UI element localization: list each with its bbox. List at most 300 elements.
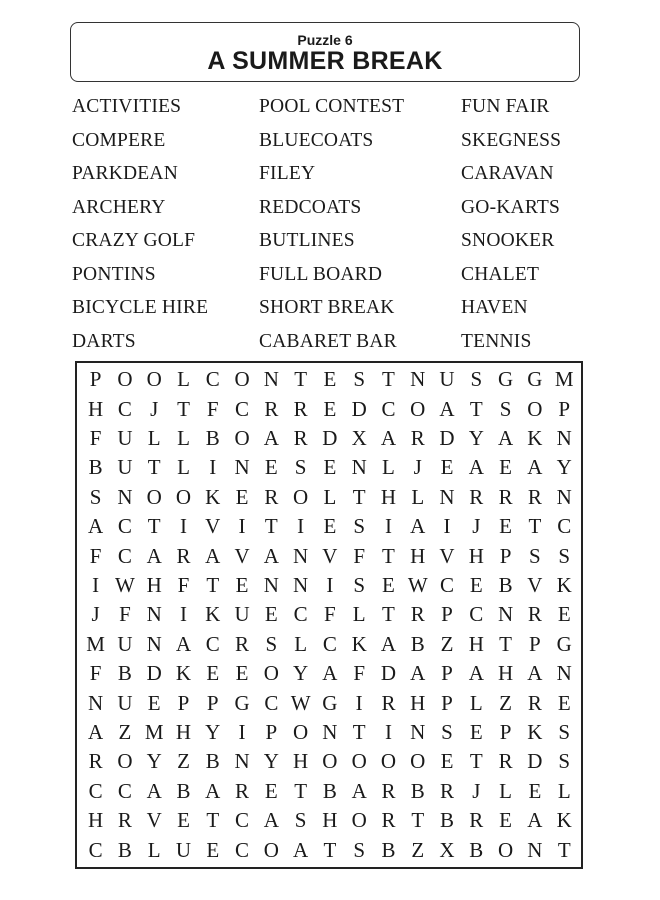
grid-letter[interactable]: O (410, 396, 426, 421)
grid-letter[interactable]: A (88, 514, 104, 539)
grid-letter[interactable]: A (146, 778, 162, 803)
grid-letter[interactable]: H (293, 749, 309, 774)
grid-letter[interactable]: A (146, 543, 162, 568)
grid-letter[interactable]: U (234, 602, 250, 627)
grid-letter[interactable]: C (322, 631, 337, 656)
grid-letter[interactable]: G (527, 367, 543, 392)
grid-letter[interactable]: A (468, 455, 484, 480)
grid-row (81, 659, 579, 688)
grid-letter[interactable]: R (235, 631, 250, 656)
grid-letter[interactable]: I (443, 514, 451, 539)
grid-letter[interactable]: C (117, 396, 132, 421)
grid-letter[interactable]: T (294, 367, 308, 392)
grid-letter[interactable]: B (381, 837, 396, 862)
grid-letter[interactable]: O (234, 426, 250, 451)
grid-letter[interactable]: K (556, 573, 572, 598)
grid-letter[interactable]: V (205, 514, 221, 539)
grid-letter[interactable]: C (469, 602, 484, 627)
grid-letter[interactable]: N (556, 426, 572, 451)
grid-letter[interactable]: C (117, 514, 132, 539)
grid-letter[interactable]: T (323, 837, 337, 862)
grid-letter[interactable]: N (234, 749, 250, 774)
grid-letter[interactable]: C (117, 778, 132, 803)
grid-letter[interactable]: O (527, 396, 543, 421)
grid-letter[interactable]: D (322, 426, 338, 451)
grid-letter[interactable]: E (264, 778, 278, 803)
grid-letter[interactable]: G (556, 631, 572, 656)
grid-letter[interactable]: E (499, 514, 512, 539)
grid-letter[interactable]: A (293, 837, 309, 862)
grid-letter[interactable]: E (264, 455, 278, 480)
grid-letter[interactable]: D (527, 749, 543, 774)
grid-letter[interactable]: F (206, 396, 219, 421)
grid-letter[interactable]: I (209, 455, 217, 480)
grid-letter[interactable]: F (119, 602, 131, 627)
grid-letter[interactable]: R (293, 426, 308, 451)
grid-letter[interactable]: E (177, 808, 190, 833)
grid-letter[interactable]: B (410, 778, 425, 803)
grid-letter[interactable]: O (146, 367, 162, 392)
grid-letter[interactable]: B (117, 837, 132, 862)
grid-letter[interactable]: A (380, 631, 397, 656)
grid-letter[interactable]: V (146, 808, 162, 833)
grid-letter[interactable]: A (527, 808, 543, 833)
grid-letter[interactable]: B (440, 808, 455, 833)
grid-letter[interactable]: E (469, 720, 483, 745)
grid-letter[interactable]: A (263, 543, 279, 568)
grid-letter[interactable]: E (499, 808, 512, 833)
grid-letter[interactable]: S (353, 837, 366, 862)
grid-letter[interactable]: S (294, 455, 307, 480)
grid-letter[interactable]: U (175, 837, 192, 862)
grid-letter[interactable]: R (527, 690, 542, 715)
grid-letter[interactable]: F (353, 543, 366, 568)
grid-letter[interactable]: F (89, 661, 102, 686)
grid-letter[interactable]: T (294, 778, 308, 803)
grid-letter[interactable]: L (147, 426, 161, 451)
grid-letter[interactable]: S (499, 396, 512, 421)
grid-letter[interactable]: N (117, 484, 133, 509)
grid-letter[interactable]: A (263, 808, 279, 833)
grid-letter[interactable]: A (175, 631, 192, 656)
grid-letter[interactable]: T (352, 484, 366, 509)
grid-letter[interactable]: I (238, 514, 246, 539)
letter-grid-table (81, 365, 579, 865)
grid-letter[interactable]: E (323, 514, 337, 539)
grid-letter[interactable]: O (351, 749, 367, 774)
grid-letter[interactable]: Y (293, 661, 309, 686)
grid-letter[interactable]: W (115, 573, 135, 598)
grid-letter[interactable]: E (440, 455, 454, 480)
grid-letter[interactable]: S (558, 749, 571, 774)
grid-letter[interactable]: R (527, 484, 542, 509)
grid-letter[interactable]: M (554, 367, 574, 392)
grid-letter[interactable]: A (351, 778, 367, 803)
grid-letter[interactable]: F (177, 573, 190, 598)
grid-letter[interactable]: U (439, 367, 455, 392)
grid-letter[interactable]: O (175, 484, 192, 509)
word-list-item: COMPERE (72, 129, 166, 151)
grid-letter[interactable]: P (441, 602, 453, 627)
grid-letter[interactable]: R (527, 602, 542, 627)
grid-letter[interactable]: L (177, 426, 190, 451)
grid-letter[interactable]: H (88, 396, 104, 421)
grid-letter[interactable]: B (498, 573, 513, 598)
grid-letter[interactable]: B (205, 426, 220, 451)
grid-letter[interactable]: Z (177, 749, 190, 774)
grid-letter[interactable]: H (175, 720, 192, 745)
grid-letter[interactable]: B (205, 749, 220, 774)
grid-letter[interactable]: H (468, 631, 484, 656)
grid-letter[interactable]: E (235, 661, 249, 686)
grid-letter[interactable]: K (556, 808, 572, 833)
grid-letter[interactable]: E (235, 484, 249, 509)
grid-letter[interactable]: L (177, 367, 190, 392)
grid-letter[interactable]: T (206, 808, 220, 833)
grid-letter[interactable]: D (380, 661, 397, 686)
grid-letter[interactable]: R (469, 808, 484, 833)
grid-letter[interactable]: P (89, 367, 102, 392)
grid-letter[interactable]: Y (205, 720, 221, 745)
grid-letter[interactable]: N (410, 720, 426, 745)
grid-letter[interactable]: V (234, 543, 250, 568)
grid-letter[interactable]: R (293, 396, 308, 421)
grid-letter[interactable]: X (351, 426, 367, 451)
grid-letter[interactable]: J (472, 514, 481, 539)
grid-letter[interactable]: R (381, 778, 396, 803)
grid-letter[interactable]: T (557, 837, 571, 862)
grid-letter[interactable]: P (265, 720, 278, 745)
grid-letter[interactable]: N (527, 837, 543, 862)
grid-letter[interactable]: E (469, 573, 483, 598)
grid-letter[interactable]: F (353, 661, 366, 686)
grid-letter[interactable]: S (353, 514, 366, 539)
grid-letter[interactable]: S (294, 808, 307, 833)
grid-letter[interactable]: B (469, 837, 484, 862)
grid-letter[interactable]: K (351, 631, 367, 656)
grid-letter[interactable]: Z (440, 631, 454, 656)
grid-letter[interactable]: N (322, 720, 338, 745)
grid-letter[interactable]: E (147, 690, 161, 715)
grid-letter[interactable]: C (235, 837, 250, 862)
grid-letter[interactable]: I (179, 602, 187, 627)
grid-letter[interactable]: A (497, 426, 514, 451)
grid-letter[interactable]: W (407, 573, 428, 598)
grid-letter[interactable]: T (499, 631, 512, 656)
grid-letter[interactable]: T (264, 514, 278, 539)
grid-letter[interactable]: J (91, 602, 100, 627)
grid-letter[interactable]: P (441, 661, 453, 686)
grid-letter[interactable]: S (441, 720, 453, 745)
grid-letter[interactable]: R (264, 396, 279, 421)
grid-letter[interactable]: I (355, 690, 363, 715)
grid-letter[interactable]: A (205, 778, 221, 803)
grid-letter[interactable]: W (290, 690, 311, 715)
grid-letter[interactable]: E (382, 573, 395, 598)
grid-letter[interactable]: R (381, 690, 396, 715)
grid-letter[interactable]: U (117, 690, 133, 715)
grid-letter[interactable]: T (469, 749, 483, 774)
grid-letter[interactable]: S (470, 367, 483, 392)
grid-letter[interactable]: L (294, 631, 308, 656)
grid-letter[interactable]: K (205, 602, 221, 627)
grid-letter[interactable]: I (384, 514, 392, 539)
grid-letter[interactable]: F (324, 602, 336, 627)
grid-letter[interactable]: N (293, 573, 309, 598)
grid-letter[interactable]: R (410, 602, 425, 627)
grid-letter[interactable]: T (147, 514, 161, 539)
grid-letter[interactable]: H (410, 543, 426, 568)
grid-letter[interactable]: H (410, 690, 426, 715)
grid-letter[interactable]: C (557, 514, 572, 539)
grid-letter[interactable]: I (384, 720, 392, 745)
grid-letter[interactable]: L (323, 484, 337, 509)
grid-letter[interactable]: Y (146, 749, 162, 774)
grid-letter[interactable]: O (351, 808, 367, 833)
word-list-item: CHALET (461, 263, 540, 285)
grid-letter[interactable]: B (176, 778, 191, 803)
grid-letter[interactable]: O (146, 484, 162, 509)
grid-letter[interactable]: L (352, 602, 366, 627)
grid-letter[interactable]: E (557, 690, 571, 715)
grid-letter[interactable]: L (177, 455, 190, 480)
grid-letter[interactable]: C (381, 396, 396, 421)
grid-row (81, 630, 579, 659)
grid-letter[interactable]: J (150, 396, 159, 421)
word-list-item: CRAZY GOLF (72, 230, 196, 251)
grid-letter[interactable]: T (469, 396, 483, 421)
grid-letter[interactable]: H (322, 808, 338, 833)
grid-letter[interactable]: C (293, 602, 308, 627)
grid-letter[interactable]: H (497, 661, 514, 686)
grid-letter[interactable]: E (323, 396, 337, 421)
grid-letter[interactable]: V (439, 543, 455, 568)
grid-letter[interactable]: L (411, 484, 425, 509)
grid-letter[interactable]: G (322, 690, 338, 715)
grid-letter[interactable]: I (326, 573, 334, 598)
grid-letter[interactable]: R (176, 543, 191, 568)
grid-letter[interactable]: B (117, 661, 132, 686)
grid-letter[interactable]: I (238, 720, 246, 745)
grid-letter[interactable]: Y (556, 455, 572, 480)
grid-letter[interactable]: A (88, 720, 104, 745)
grid-letter[interactable]: O (263, 837, 279, 862)
grid-letter[interactable]: R (235, 778, 250, 803)
grid-letter[interactable]: C (117, 543, 132, 568)
grid-letter[interactable]: H (146, 573, 162, 598)
grid-letter[interactable]: P (499, 720, 512, 745)
grid-letter[interactable]: T (382, 602, 395, 627)
grid-letter[interactable]: A (205, 543, 221, 568)
grid-letter[interactable]: V (322, 543, 338, 568)
grid-letter[interactable]: T (411, 808, 425, 833)
grid-row (81, 512, 579, 541)
grid-letter[interactable]: O (410, 749, 426, 774)
grid-letter[interactable]: Z (411, 837, 425, 862)
grid-letter[interactable]: A (410, 661, 426, 686)
grid-row (81, 836, 579, 866)
grid-letter[interactable]: Z (499, 690, 512, 715)
grid-letter[interactable]: E (323, 455, 337, 480)
grid-letter[interactable]: A (322, 661, 338, 686)
grid-letter[interactable]: X (439, 837, 455, 862)
grid-letter[interactable]: E (323, 367, 337, 392)
grid-letter[interactable]: E (440, 749, 454, 774)
grid-letter[interactable]: A (468, 661, 484, 686)
grid-letter[interactable]: C (205, 631, 220, 656)
grid-letter[interactable]: L (382, 455, 395, 480)
grid-letter[interactable]: P (206, 690, 219, 715)
grid-letter[interactable]: S (265, 631, 278, 656)
grid-letter[interactable]: U (117, 631, 133, 656)
grid-letter[interactable]: G (497, 367, 514, 392)
grid-letter[interactable]: N (439, 484, 455, 509)
grid-letter[interactable]: U (117, 426, 133, 451)
grid-letter[interactable]: P (499, 543, 512, 568)
grid-letter[interactable]: H (88, 808, 104, 833)
grid-letter[interactable]: R (410, 426, 425, 451)
grid-letter[interactable]: B (88, 455, 103, 480)
grid-letter[interactable]: O (117, 749, 133, 774)
grid-letter[interactable]: Z (118, 720, 132, 745)
grid-letter[interactable]: T (352, 720, 366, 745)
grid-letter[interactable]: I (92, 573, 100, 598)
grid-letter[interactable]: A (527, 455, 543, 480)
grid-letter[interactable]: B (322, 778, 337, 803)
grid-letter[interactable]: S (558, 543, 571, 568)
grid-letter[interactable]: P (177, 690, 190, 715)
grid-letter[interactable]: N (556, 661, 572, 686)
grid-letter[interactable]: R (88, 749, 103, 774)
grid-letter[interactable]: T (382, 367, 395, 392)
grid-letter[interactable]: N (410, 367, 426, 392)
grid-letter[interactable]: E (499, 455, 512, 480)
grid-letter[interactable]: O (293, 720, 309, 745)
grid-letter[interactable]: D (146, 661, 162, 686)
grid-letter[interactable]: F (89, 426, 102, 451)
grid-letter[interactable]: N (497, 602, 514, 627)
grid-letter[interactable]: O (263, 661, 279, 686)
grid-letter[interactable]: P (441, 690, 453, 715)
grid-letter[interactable]: N (293, 543, 309, 568)
grid-letter[interactable]: K (205, 484, 221, 509)
grid-letter[interactable]: L (557, 778, 571, 803)
grid-letter[interactable]: C (205, 367, 220, 392)
grid-letter[interactable]: R (440, 778, 455, 803)
grid-letter[interactable]: S (353, 573, 366, 598)
grid-letter[interactable]: S (529, 543, 541, 568)
grid-letter[interactable]: N (263, 367, 279, 392)
grid-letter[interactable]: J (413, 455, 422, 480)
grid-letter[interactable]: T (528, 514, 542, 539)
grid-letter[interactable]: O (497, 837, 514, 862)
word-list-item: ACTIVITIES (72, 96, 182, 117)
grid-letter[interactable]: N (88, 690, 104, 715)
grid-letter[interactable]: E (235, 573, 249, 598)
grid-letter[interactable]: C (88, 837, 103, 862)
grid-letter[interactable]: A (439, 396, 455, 421)
grid-letter[interactable]: N (146, 602, 162, 627)
grid-letter[interactable]: E (206, 837, 220, 862)
grid-letter[interactable]: K (527, 720, 543, 745)
grid-letter[interactable]: B (410, 631, 425, 656)
grid-letter[interactable]: V (527, 573, 543, 598)
grid-letter[interactable]: E (206, 661, 220, 686)
grid-letter[interactable]: N (351, 455, 367, 480)
grid-letter[interactable]: K (175, 661, 192, 686)
grid-letter[interactable]: T (177, 396, 190, 421)
grid-letter[interactable]: O (380, 749, 397, 774)
grid-letter[interactable]: T (382, 543, 395, 568)
grid-letter[interactable]: F (89, 543, 102, 568)
grid-letter[interactable]: L (499, 778, 512, 803)
grid-letter[interactable]: R (498, 749, 513, 774)
grid-letter[interactable]: E (557, 602, 571, 627)
grid-letter[interactable]: C (440, 573, 455, 598)
grid-letter[interactable]: R (381, 808, 396, 833)
grid-letter[interactable]: L (469, 690, 483, 715)
grid-letter[interactable]: G (234, 690, 250, 715)
grid-letter[interactable]: O (293, 484, 309, 509)
grid-letter[interactable]: K (527, 426, 543, 451)
grid-letter[interactable]: S (558, 720, 571, 745)
grid-letter[interactable]: N (234, 455, 250, 480)
grid-letter[interactable]: M (86, 631, 105, 656)
grid-letter[interactable]: R (264, 484, 279, 509)
grid-letter[interactable]: C (264, 690, 279, 715)
grid-letter[interactable]: P (558, 396, 571, 421)
grid-letter[interactable]: A (380, 426, 397, 451)
grid-letter[interactable]: C (235, 396, 250, 421)
puzzle-title: A SUMMER BREAK (207, 47, 443, 75)
grid-letter[interactable]: M (144, 720, 164, 745)
grid-letter[interactable]: Y (468, 426, 484, 451)
grid-letter[interactable]: O (322, 749, 338, 774)
grid-letter[interactable]: S (353, 367, 366, 392)
grid-letter[interactable]: I (179, 514, 187, 539)
grid-letter[interactable]: C (88, 778, 103, 803)
grid-letter[interactable]: A (527, 661, 543, 686)
grid-letter[interactable]: D (439, 426, 455, 451)
grid-letter[interactable]: R (117, 808, 132, 833)
grid-letter[interactable]: A (263, 426, 279, 451)
grid-letter[interactable]: I (297, 514, 305, 539)
grid-letter[interactable]: S (89, 484, 102, 509)
grid-letter[interactable]: P (529, 631, 541, 656)
grid-letter[interactable]: T (147, 455, 161, 480)
grid-letter[interactable]: O (234, 367, 250, 392)
grid-letter[interactable]: N (146, 631, 162, 656)
grid-letter[interactable]: Y (263, 749, 279, 774)
grid-letter[interactable]: N (556, 484, 572, 509)
grid-letter[interactable]: T (206, 573, 220, 598)
grid-letter[interactable]: L (147, 837, 161, 862)
grid-letter[interactable]: A (410, 514, 426, 539)
grid-letter[interactable]: D (351, 396, 367, 421)
grid-letter[interactable]: R (469, 484, 484, 509)
grid-letter[interactable]: U (117, 455, 133, 480)
grid-letter[interactable]: R (498, 484, 513, 509)
grid-letter[interactable]: H (468, 543, 484, 568)
grid-letter[interactable]: E (264, 602, 278, 627)
grid-letter[interactable]: H (380, 484, 397, 509)
grid-letter[interactable]: E (528, 778, 542, 803)
word-list-item: REDCOATS (259, 196, 362, 218)
grid-letter[interactable]: C (235, 808, 250, 833)
grid-letter[interactable]: O (117, 367, 133, 392)
grid-letter[interactable]: N (263, 573, 279, 598)
grid-letter[interactable]: J (472, 778, 481, 803)
